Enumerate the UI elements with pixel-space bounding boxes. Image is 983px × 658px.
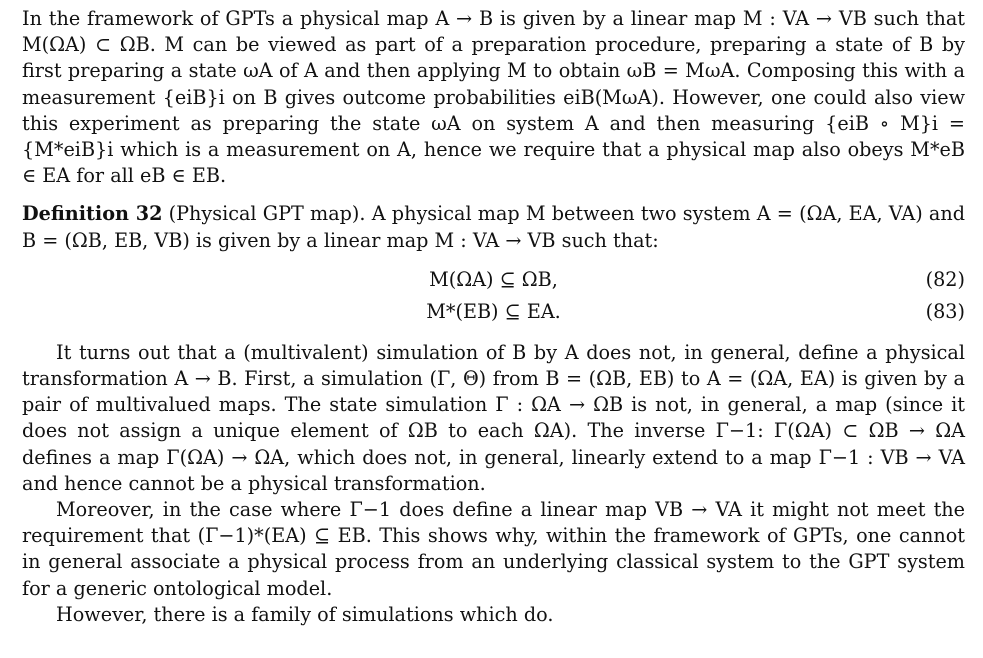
definition-text: A physical map M between two system A = (ΩA, EA, VA) and B = (ΩB, EB, VB) is given by a linear map M : VA → VB such that: bbox=[22, 202, 965, 252]
however-paragraph: However, there is a family of simulations which do. bbox=[56, 602, 554, 626]
definition-title: (Physical GPT map). bbox=[168, 202, 366, 226]
definition-label: Definition 32 bbox=[22, 202, 163, 226]
equation-83: M*(EB) ⊆ EA. bbox=[426, 299, 561, 323]
simulation-paragraph: It turns out that a (multivalent) simulation of B by A does not, in general, define a physical transformation A → B. First, a simulation (Γ, Θ) from B = (ΩB, EB) to A = (ΩA, EA) is given by a pair of multivalued maps. The state simulation Γ : ΩA → ΩB is not, in general, a map (since it does not assign a unique element of ΩB to each ΩA). The inverse Γ−1: Γ(ΩA) ⊂ ΩB → ΩA defines a map Γ(ΩA) → ΩA, which does not, in general, linearly extend to a map Γ−1 : VB → VA and hence cannot be a physical transformation. bbox=[22, 340, 965, 495]
equation-row bbox=[22, 296, 965, 328]
equation-82: M(ΩA) ⊆ ΩB, bbox=[429, 267, 558, 291]
equation-row bbox=[22, 264, 965, 296]
moreover-paragraph: Moreover, in the case where Γ−1 does define a linear map VB → VA it might not meet the requirement that (Γ−1)*(EA) ⊆ EB. This shows why, within the framework of GPTs, one cannot in general associate a physical process from an underlying classical system to the GPT system for a generic ontological model. bbox=[22, 498, 965, 600]
equation-number-83: (83) bbox=[925, 299, 965, 323]
intro-paragraph: In the framework of GPTs a physical map A → B is given by a linear map M : VA → VB such that M(ΩA) ⊂ ΩB. M can be viewed as part of a preparation procedure, preparing a state of B by first preparing a state ωA of A and then applying M to obtain ωB = MωA. Composing this with a measurement {eiB}i on B gives outcome probabilities eiB(MωA). However, one could also view this experiment as preparing the state ωA on system A and then measuring {eiB ∘ M}i = {M*eiB}i which is a measurement on A, hence we require that a physical map also obeys M*eB ∈ EA for all eB ∈ EB. bbox=[22, 7, 965, 188]
equation-number-82: (82) bbox=[925, 267, 965, 291]
equation-block bbox=[22, 264, 965, 328]
definition-block bbox=[22, 201, 965, 253]
